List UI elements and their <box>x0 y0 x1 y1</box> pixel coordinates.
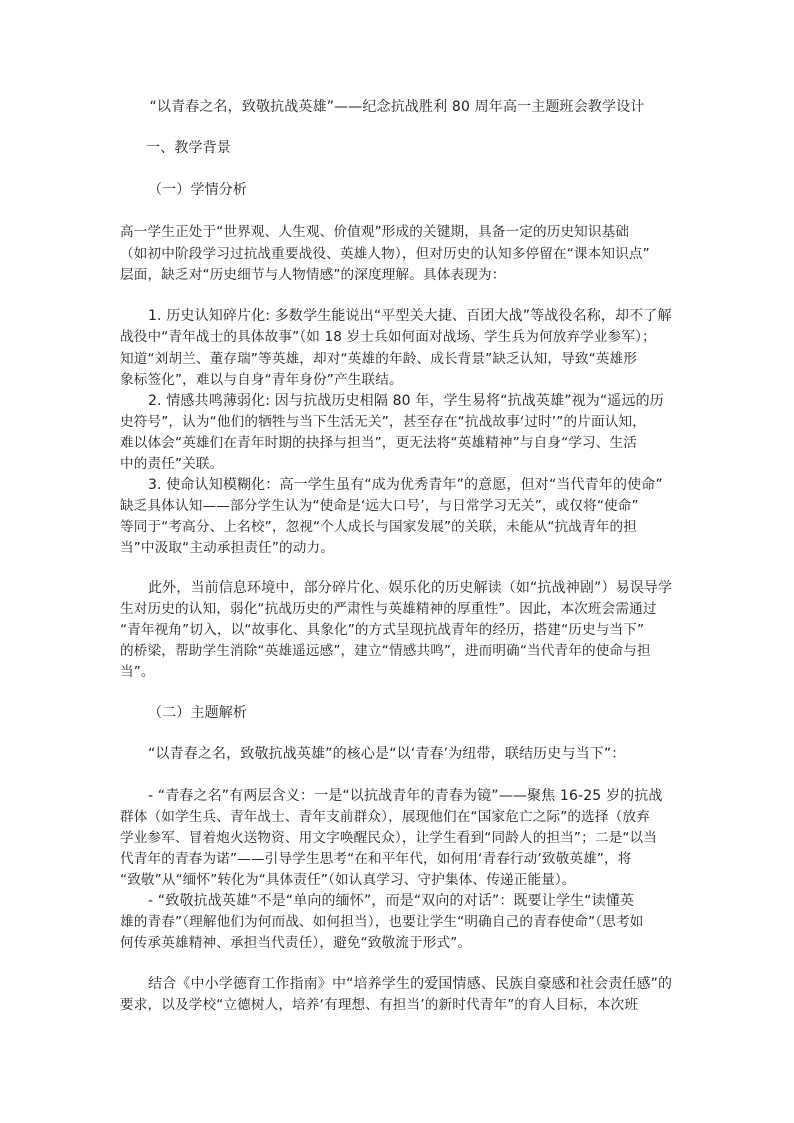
paragraph-line: （如初中阶段学习过抗战重要战役、英雄人物），但对历史的认知多停留在“课本知识点” <box>120 246 650 262</box>
paragraph-line: 高一学生正处于“世界观、人生观、价值观”形成的关键期，具备一定的历史知识基础 <box>120 224 630 240</box>
bullet-line: - “致敬抗战英雄”不是“单向的缅怀”，而是“双向的对话”：既要让学生“读懂英 <box>148 893 635 909</box>
list-item-line: 象标签化”，难以与自身“青年身份”产生联结。 <box>120 372 403 388</box>
list-item-line: 等同于“考高分、上名校”，忽视“个人成长与国家发展”的关联，未能从“抗战青年的担 <box>120 519 637 535</box>
bullet-line: “致敬”从“缅怀”转化为“具体责任”（如认真学习、守护集体、传递正能量）。 <box>120 872 576 888</box>
list-item-line: 缺乏具体认知——部分学生认为“使命是‘远大口号’，与日常学习无关”，或仅将“使命” <box>120 498 639 514</box>
bullet-line: 代青年的青春为诺”——引导学生思考“在和平年代，如何用‘青春行动’致敬英雄”，将 <box>120 851 632 867</box>
paragraph-line: 结合《中小学德育工作指南》中“培养学生的爱国情感、民族自豪感和社会责任感”的 <box>148 976 673 992</box>
list-item-line: 2. 情感共鸣薄弱化: 因与抗战历史相隔 80 年，学生易将“抗战英雄”视为“遥远的历 <box>148 393 664 409</box>
paragraph-line: 层面，缺乏对“历史细节与人物情感”的深度理解。具体表现为： <box>120 267 506 283</box>
subsection-heading-theme-analysis: （二）主题解析 <box>148 705 248 721</box>
subsection-heading-student-analysis: （一）学情分析 <box>148 182 248 198</box>
paragraph-line: 的桥梁，帮助学生消除“英雄遥远感”，建立“情感共鸣”，进而明确“当代青年的使命与担 <box>120 643 651 659</box>
bullet-line: 群体（如学生兵、青年战士、青年支前群众），展现他们在“国家危亡之际”的选择（放弃 <box>120 809 650 825</box>
bullet-line: 何传承英雄精神、承担当代责任），避免“致敬流于形式”。 <box>120 935 472 951</box>
paragraph-line: “青年视角”切入，以“故事化、具象化”的方式呈现抗战青年的经历，搭建“历史与当下” <box>120 622 645 638</box>
list-item-line: 3. 使命认知模糊化：高一学生虽有“成为优秀青年”的意愿，但对“当代青年的使命” <box>148 477 663 493</box>
section-heading-background: 一、教学背景 <box>146 140 231 156</box>
paragraph-line: 生对历史的认知，弱化“抗战历史的严肃性与英雄精神的厚重性”。因此，本次班会需通过 <box>120 601 657 617</box>
paragraph-line: 要求，以及学校“立德树人，培养‘有理想、有担当’的新时代青年”的育人目标，本次班 <box>120 997 639 1013</box>
list-item-line: 中的责任”关联。 <box>120 456 224 472</box>
paragraph-line: 当”。 <box>120 664 155 680</box>
list-item-line: 1. 历史认知碎片化: 多数学生能说出“平型关大捷、百团大战”等战役名称，却不了解 <box>148 308 672 324</box>
list-item-line: 史符号”，认为“他们的牺牲与当下生活无关”，甚至存在“抗战故事‘过时’”的片面认知， <box>120 414 646 430</box>
document-title: “以青春之名，致敬抗战英雄”——纪念抗战胜利 80 周年高一主题班会教学设计 <box>149 99 645 115</box>
list-item-line: 当”中汲取“主动承担责任”的动力。 <box>120 540 334 556</box>
list-item-line: 难以体会“英雄们在青年时期的抉择与担当”，更无法将“英雄精神”与自身“学习、生活 <box>120 435 637 451</box>
bullet-line: - “青春之名”有两层含义：一是“以抗战青年的青春为镜”——聚焦 16-25 岁的抗战 <box>148 788 663 804</box>
paragraph-line: “以青春之名，致敬抗战英雄”的核心是“以‘青春’为纽带，联结历史与当下”： <box>148 746 626 762</box>
bullet-line: 雄的青春”（理解他们为何而战、如何担当），也要让学生“明确自己的青春使命”（思考如 <box>120 914 644 930</box>
paragraph-line: 此外，当前信息环境中，部分碎片化、娱乐化的历史解读（如“抗战神剧”）易误导学 <box>148 580 673 596</box>
list-item-line: 知道“刘胡兰、董存瑞”等英雄，却对“英雄的年龄、成长背景”缺乏认知，导致“英雄形 <box>120 351 637 367</box>
list-item-line: 战役中“青年战士的具体故事”（如 18 岁士兵如何面对战场、学生兵为何放弃学业参军）； <box>120 329 656 345</box>
bullet-line: 学业参军、冒着炮火送物资、用文字唤醒民众），让学生看到“同龄人的担当”；二是“以当 <box>120 830 658 846</box>
